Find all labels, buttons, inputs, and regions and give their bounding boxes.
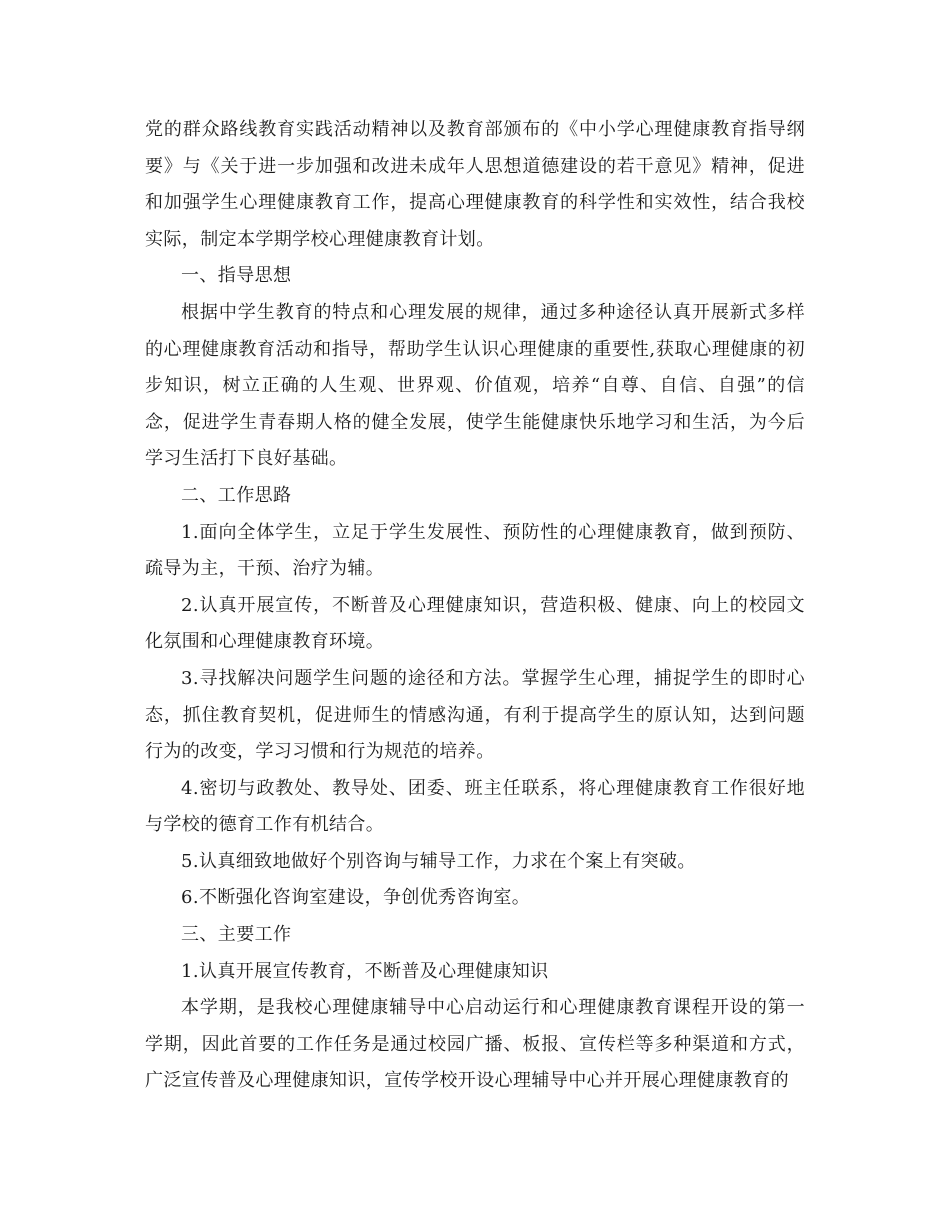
main-work-paragraph-1: 本学期，是我校心理健康辅导中心启动运行和心理健康教育课程开设的第一学期，因此首要的工作任务是通过校园广播、板报、宣传栏等多种渠道和方式，广泛宣传普及心理健康知识，宣传学校开设心理辅导中心并开展心理健康教育的 xyxy=(145,997,805,1092)
intro-paragraph: 党的群众路线教育实践活动精神以及教育部颁布的《中小学心理健康教育指导纲要》与《关于进一步加强和改进未成年人思想道德建设的若干意见》精神，促进和加强学生心理健康教育工作，提高心理健康教育的科学性和实效性，结合我校实际，制定本学期学校心理健康教育计划。 xyxy=(145,119,805,250)
section-heading-work-approach: 二、工作思路 xyxy=(181,484,292,506)
work-approach-item-4: 4.密切与政教处、教导处、团委、班主任联系，将心理健康教育工作很好地与学校的德育工作有机结合。 xyxy=(145,777,805,836)
work-approach-item-1: 1.面向全体学生，立足于学生发展性、预防性的心理健康教育，做到预防、疏导为主，干预、治疗为辅。 xyxy=(145,521,805,580)
section-heading-main-work: 三、主要工作 xyxy=(181,924,292,946)
guiding-ideology-paragraph: 根据中学生教育的特点和心理发展的规律，通过多种途径认真开展新式多样的心理健康教育活动和指导，帮助学生认识心理健康的重要性,获取心理健康的初步知识，树立正确的人生观、世界观、价值观，培养“自尊、自信、自强”的信念，促进学生青春期人格的健全发展，使学生能健康快乐地学习和生活，为今后学习生活打下良好基础。 xyxy=(145,301,805,470)
section-heading-guiding-ideology: 一、指导思想 xyxy=(181,265,292,287)
work-approach-item-5: 5.认真细致地做好个别咨询与辅导工作，力求在个案上有突破。 xyxy=(181,850,696,872)
work-approach-item-2: 2.认真开展宣传，不断普及心理健康知识，营造积极、健康、向上的校园文化氛围和心理健康教育环境。 xyxy=(145,594,805,653)
work-approach-item-3: 3.寻找解决问题学生问题的途径和方法。掌握学生心理，捕捉学生的即时心态，抓住教育契机，促进师生的情感沟通，有利于提高学生的原认知，达到问题行为的改变，学习习惯和行为规范的培养。 xyxy=(145,667,805,763)
main-work-subheading-1: 1.认真开展宣传教育，不断普及心理健康知识 xyxy=(181,960,549,982)
document-body xyxy=(145,112,805,1100)
work-approach-item-6: 6.不断强化咨询室建设，争创优秀咨询室。 xyxy=(181,887,531,909)
